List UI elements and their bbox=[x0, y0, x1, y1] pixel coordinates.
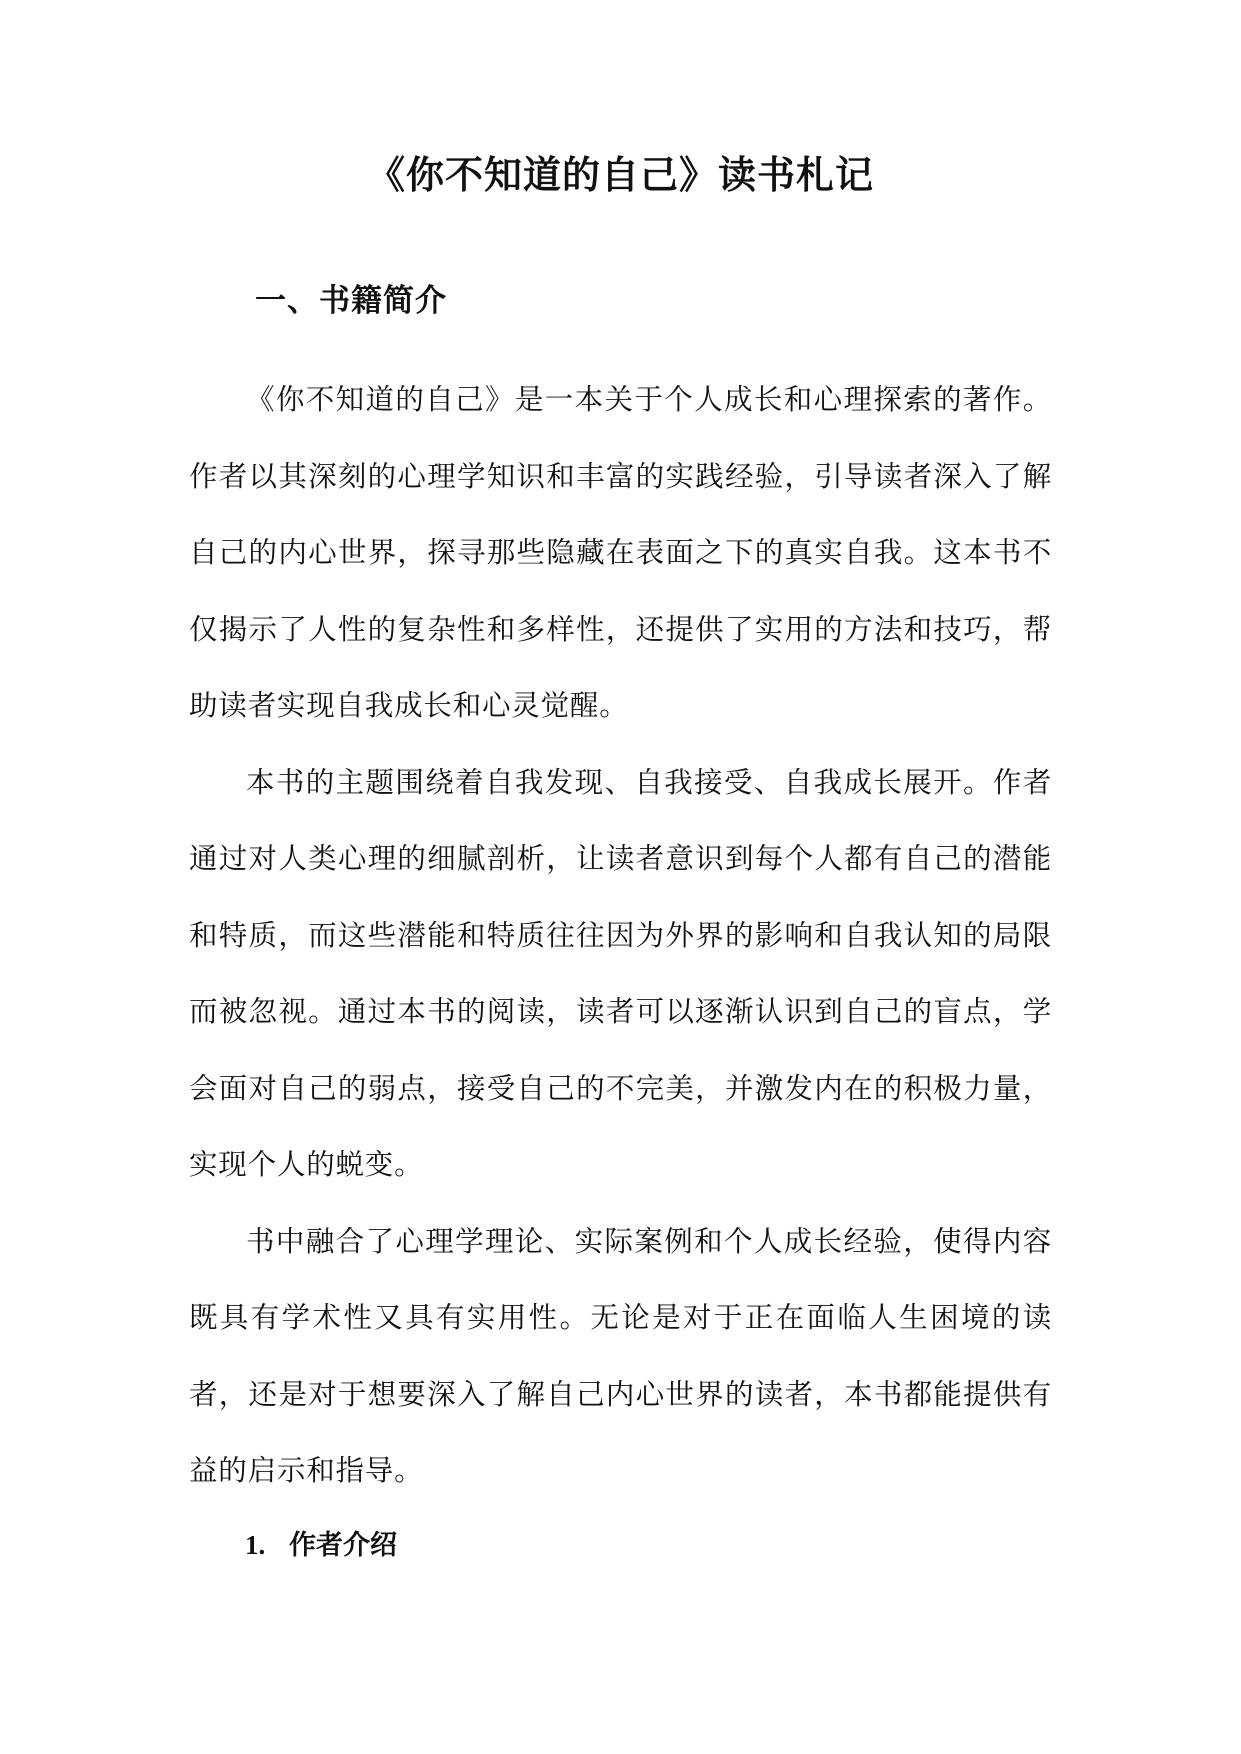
paragraph: 书中融合了心理学理论、实际案例和个人成长经验，使得内容既具有学术性又具有实用性。无论是对于正在面临人生困境的读者，还是对于想要深入了解自己内心世界的读者，本书都能提供有益的启示和指导。 bbox=[189, 1224, 1052, 1487]
subsection-heading-author-intro bbox=[245, 1525, 397, 1565]
document-title: 《你不知道的自己》读书札记 bbox=[366, 152, 874, 197]
subsection-number: 1. bbox=[245, 1530, 266, 1560]
paragraph: 本书的主题围绕着自我发现、自我接受、自我成长展开。作者通过对人类心理的细腻剖析，让读者意识到每个人都有自己的潜能和特质，而这些潜能和特质往往因为外界的影响和自我认知的局限而被忽视。通过本书的阅读，读者可以逐渐认识到自己的盲点，学会面对自己的弱点，接受自己的不完美，并激发内在的积极力量，实现个人的蜕变。 bbox=[189, 765, 1052, 1181]
section-body bbox=[189, 362, 1052, 1510]
paragraph: 《你不知道的自己》是一本关于个人成长和心理探索的著作。作者以其深刻的心理学知识和丰富的实践经验，引导读者深入了解自己的内心世界，探寻那些隐藏在表面之下的真实自我。这本书不仅揭示了人性的复杂性和多样性，还提供了实用的方法和技巧，帮助读者实现自我成长和心灵觉醒。 bbox=[189, 383, 1052, 722]
section-heading-book-intro: 一、书籍简介 bbox=[255, 283, 447, 319]
subsection-title: 作者介绍 bbox=[289, 1530, 397, 1560]
